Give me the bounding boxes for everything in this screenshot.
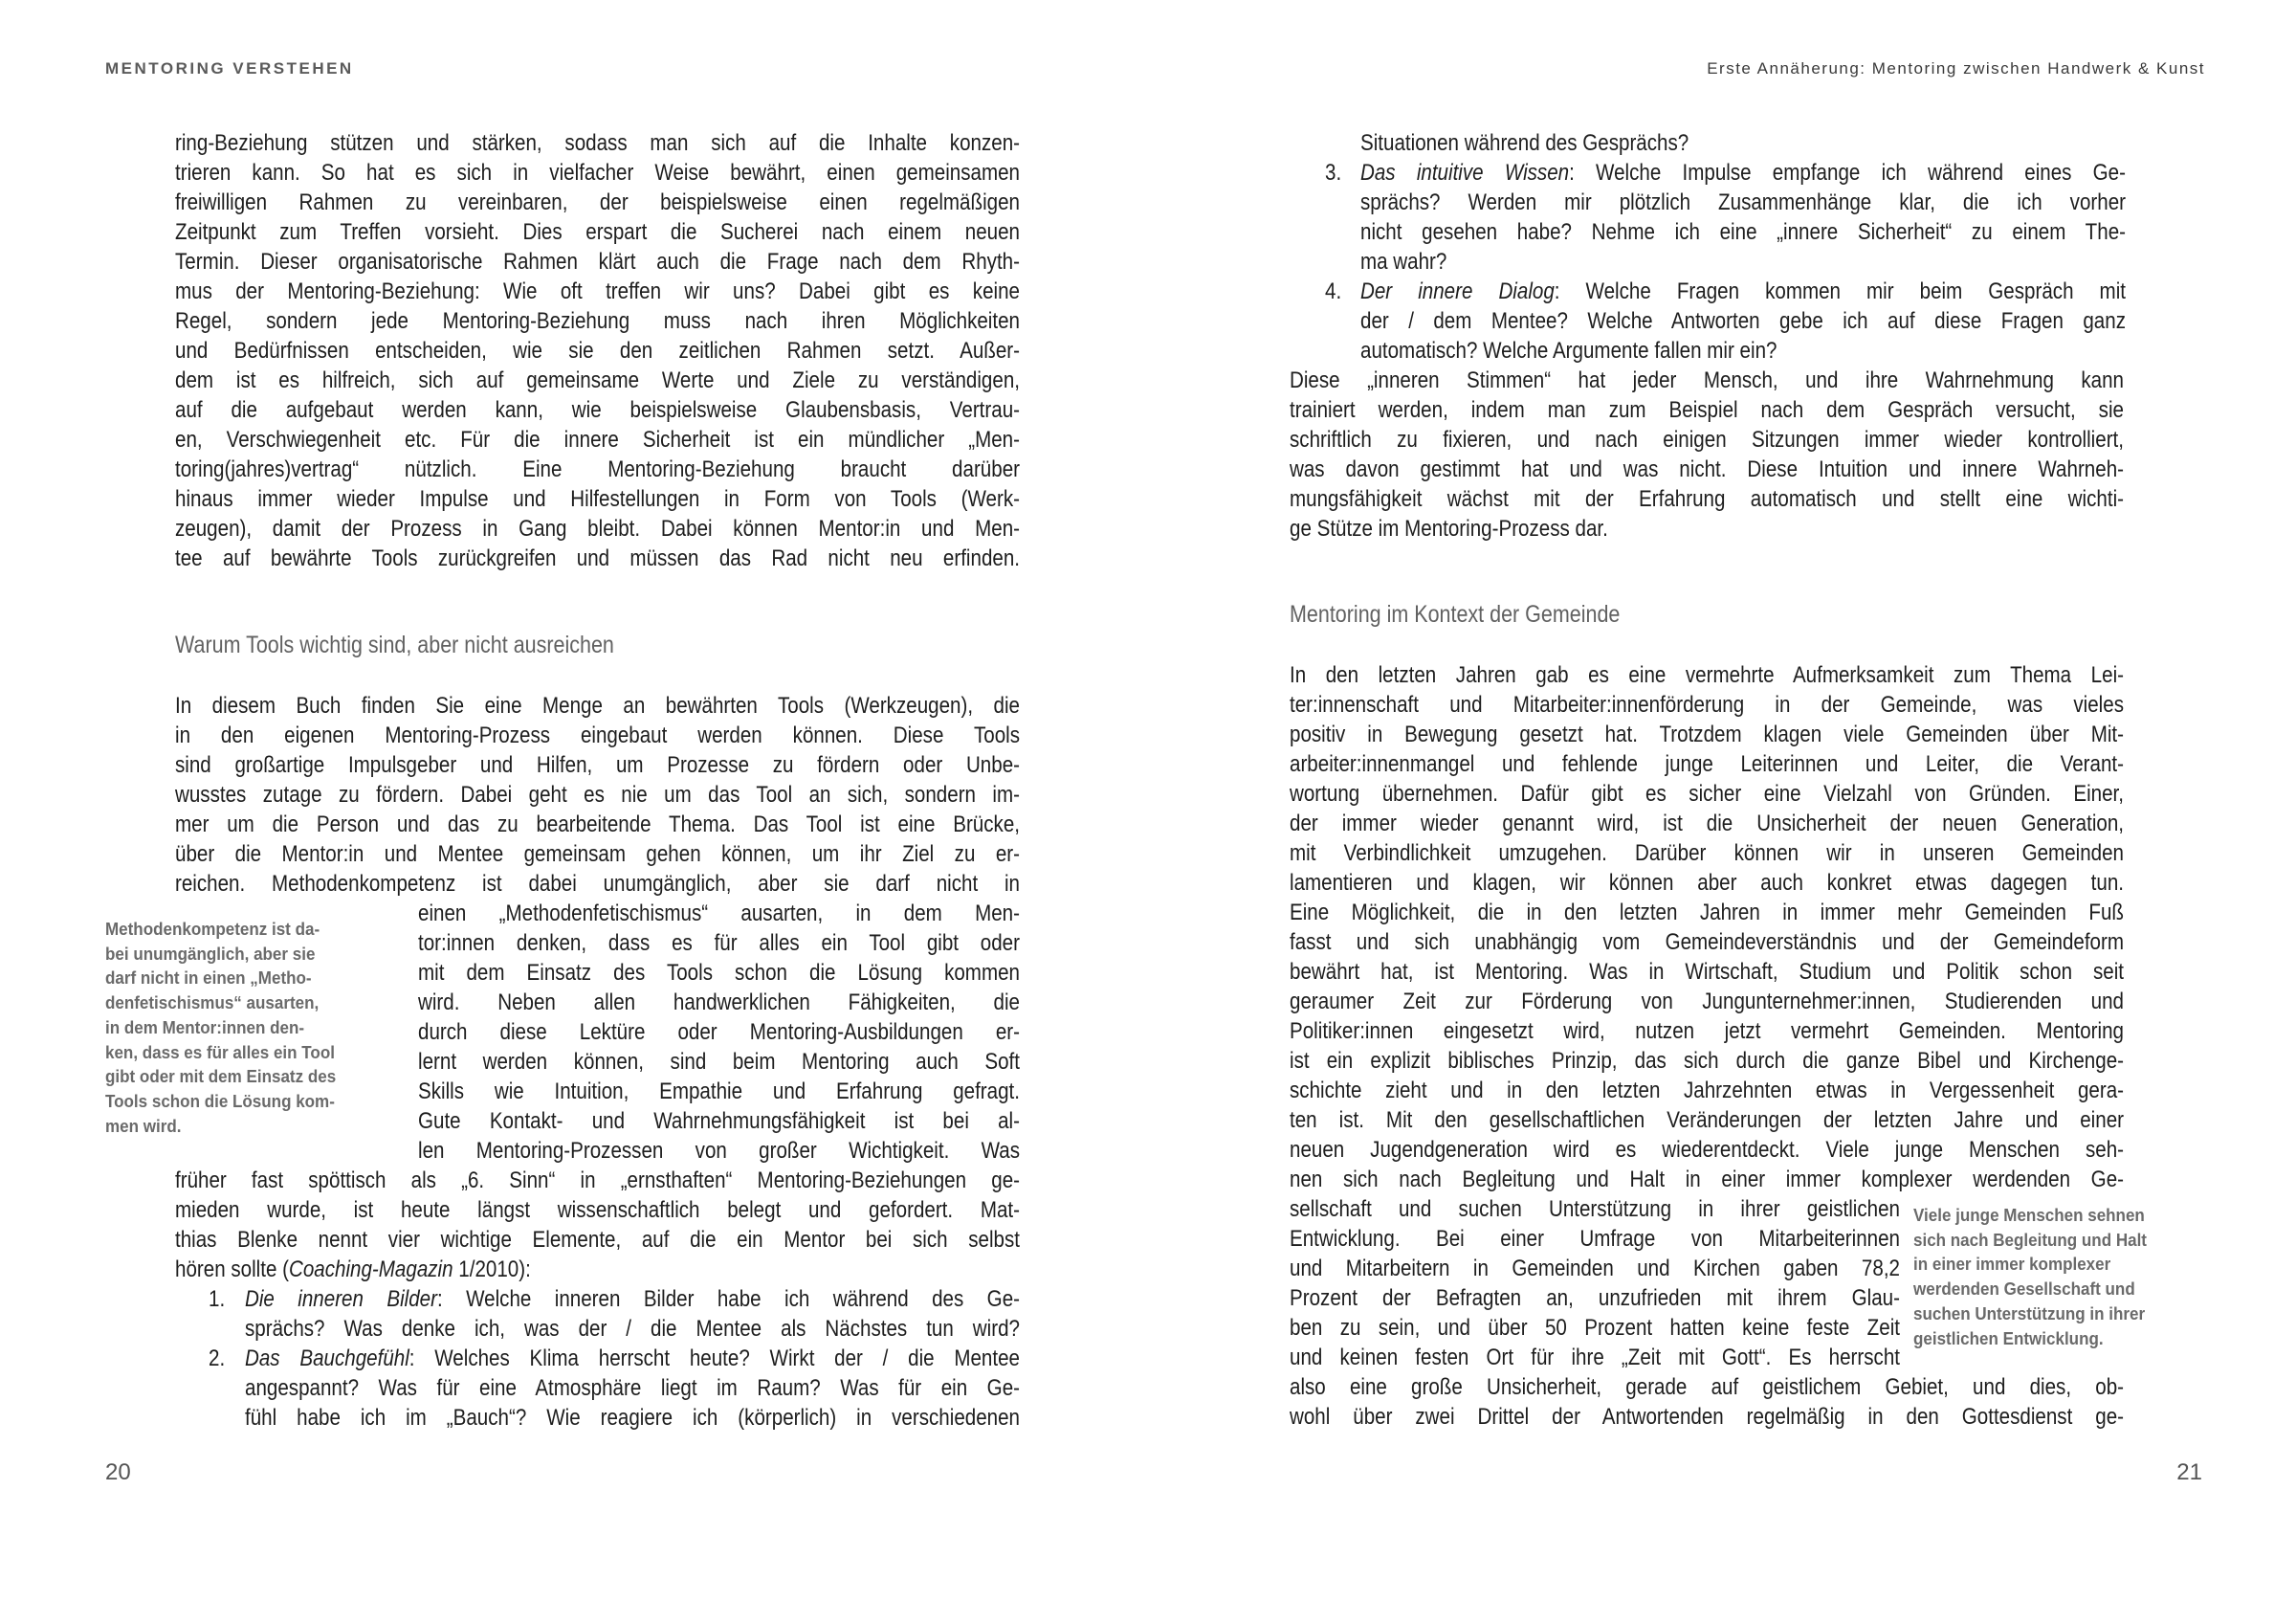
margin-note-line: geistlichen Entwicklung. bbox=[1913, 1327, 2104, 1348]
section-heading-gemeinde: Mentoring im Kontext der Gemeinde bbox=[1290, 601, 1621, 628]
running-head-right: Erste Annäherung: Mentoring zwischen Handwerk & Kunst bbox=[1707, 59, 2205, 78]
list-item-term: Der innere Dialog bbox=[1360, 278, 1555, 304]
list-item-line bbox=[245, 1314, 1020, 1344]
paragraph-line: der immer wieder genannt wird, ist die Unsicherheit der neuen Generation, bbox=[1290, 811, 2124, 836]
paragraph-line: und keinen festen Ort für ihre „Zeit mit Gott“. Es herrscht bbox=[1290, 1345, 1900, 1370]
list-item-text: : Welche inneren Bilder habe ich während des Ge- bbox=[436, 1286, 1020, 1312]
list-number: 4. bbox=[1325, 278, 1342, 304]
paragraph-line: sellschaft und suchen Unterstützung in ihrer geistlichen bbox=[1290, 1196, 1900, 1222]
list-item-line bbox=[1360, 306, 2126, 336]
list-item-text: : Welches Klima herrscht heute? Wirkt der / die Mentee bbox=[408, 1345, 1020, 1371]
paragraph-line: Skills wie Intuition, Empathie und Erfahrung gefragt. bbox=[418, 1078, 1020, 1104]
paragraph-line: fasst und sich unabhängig vom Gemeindeverständnis und der Gemeindeform bbox=[1290, 929, 2124, 955]
paragraph-line: trieren kann. So hat es sich in vielfacher Weise bewährt, einen gemeinsamen bbox=[175, 160, 1020, 186]
list-item-line bbox=[245, 1373, 1020, 1403]
list-item-text: sprächs? Werden mir plötzlich Zusammenhänge klar, die ich vorher bbox=[1360, 189, 2126, 215]
list-item-text: : Welche Fragen kommen mir beim Gespräch mit bbox=[1554, 278, 2126, 304]
paragraph-line: freiwilligen Rahmen zu vereinbaren, der beispielsweise einen regelmäßigen bbox=[175, 189, 1020, 215]
paragraph-line: mus der Mentoring-Beziehung: Wie oft treffen wir uns? Dabei gibt es keine bbox=[175, 278, 1020, 304]
paragraph-line: positiv in Bewegung gesetzt hat. Trotzdem klagen viele Gemeinden über Mit- bbox=[1290, 722, 2124, 747]
paragraph-line: hinaus immer wieder Impulse und Hilfestellungen in Form von Tools (Werk- bbox=[175, 486, 1020, 512]
list-item-text: angespannt? Was für eine Atmosphäre liegt im Raum? Was für ein Ge- bbox=[245, 1375, 1020, 1401]
paragraph-line: mit Verbindlichkeit umzugehen. Darüber können wir in unseren Gemeinden bbox=[1290, 840, 2124, 866]
margin-note-line: in dem Mentor:innen den- bbox=[105, 1016, 305, 1037]
paragraph-line: sind großartige Impulsgeber und Hilfen, um Prozesse zu fördern oder Unbe- bbox=[175, 752, 1020, 778]
paragraph-line: tee auf bewährte Tools zurückgreifen und müssen das Rad nicht neu erfinden. bbox=[175, 545, 1020, 571]
margin-note-line: gibt oder mit dem Einsatz des bbox=[105, 1066, 337, 1087]
paragraph-line: In den letzten Jahren gab es eine vermehrte Aufmerksamkeit zum Thema Lei- bbox=[1290, 662, 2124, 688]
paragraph-line: und Bedürfnissen entscheiden, wie sie den zeitlichen Rahmen setzt. Außer- bbox=[175, 338, 1020, 364]
paragraph-line: bewährt hat, ist Mentoring. Was in Wirtschaft, Studium und Politik schon seit bbox=[1290, 959, 2124, 985]
paragraph-line: reichen. Methodenkompetenz ist dabei unumgänglich, aber sie darf nicht in bbox=[175, 871, 1020, 897]
paragraph-line: neuen Jugendgeneration wird es wiederentdeckt. Viele junge Menschen seh- bbox=[1290, 1137, 2124, 1163]
list-item-text: der / dem Mentee? Welche Antworten gebe ich auf diese Fragen ganz bbox=[1360, 308, 2126, 334]
paragraph-line: In diesem Buch finden Sie eine Menge an bewährten Tools (Werkzeugen), die bbox=[175, 693, 1020, 719]
list-item-text: automatisch? Welche Argumente fallen mir ein? bbox=[1360, 338, 1777, 364]
paragraph-line: früher fast spöttisch als „6. Sinn“ in „ernsthaften“ Mentoring-Beziehungen ge- bbox=[175, 1167, 1020, 1193]
paragraph-line: Termin. Dieser organisatorische Rahmen klärt auch die Frage nach dem Rhyth- bbox=[175, 249, 1020, 275]
page-number-left: 20 bbox=[105, 1459, 131, 1485]
citation-prefix: hören sollte ( bbox=[175, 1256, 289, 1282]
paragraph-line: ter:innenschaft und Mitarbeiter:innenförderung in der Gemeinde, was vieles bbox=[1290, 692, 2124, 718]
paragraph-line: en, Verschwiegenheit etc. Für die innere Sicherheit ist ein mündlicher „Men- bbox=[175, 427, 1020, 453]
list-number: 2. bbox=[209, 1345, 226, 1371]
paragraph-line: mungsfähigkeit wächst mit der Erfahrung automatisch und stellt eine wichti- bbox=[1290, 486, 2124, 512]
margin-note-line: ken, dass es für alles ein Tool bbox=[105, 1041, 335, 1062]
paragraph-line: Entwicklung. Bei einer Umfrage von Mitarbeiterinnen bbox=[1290, 1226, 1900, 1252]
paragraph-line: in den eigenen Mentoring-Prozess eingebaut werden können. Diese Tools bbox=[175, 723, 1020, 748]
margin-note-line: men wird. bbox=[105, 1115, 182, 1136]
paragraph-line: Zeitpunkt zum Treffen vorsieht. Dies erspart die Sucherei nach einem neuen bbox=[175, 219, 1020, 245]
paragraph-line: und Mitarbeitern in Gemeinden und Kirchen gaben 78,2 bbox=[1290, 1256, 1900, 1281]
paragraph-line: Gute Kontakt- und Wahrnehmungsfähigkeit ist bei al- bbox=[418, 1108, 1020, 1134]
margin-note-line: sich nach Begleitung und Halt bbox=[1913, 1229, 2147, 1250]
paragraph-line: durch diese Lektüre oder Mentoring-Ausbildungen er- bbox=[418, 1019, 1020, 1045]
list-number: 1. bbox=[209, 1286, 226, 1312]
paragraph-line: ge Stütze im Mentoring-Prozess dar. bbox=[1290, 516, 1608, 542]
list-item-term: Das intuitive Wissen bbox=[1360, 160, 1570, 186]
paragraph-line: ten ist. Mit den gesellschaftlichen Veränderungen der letzten Jahre und einer bbox=[1290, 1107, 2124, 1133]
paragraph-line: trainiert werden, indem man zum Beispiel nach dem Gespräch versucht, sie bbox=[1290, 397, 2124, 423]
list-item-text: nicht gesehen habe? Nehme ich eine „innere Sicherheit“ zu einem The- bbox=[1360, 219, 2126, 245]
list-item-line bbox=[1360, 158, 2126, 188]
paragraph-line: mieden wurde, ist heute längst wissenschaftlich belegt und gefordert. Mat- bbox=[175, 1197, 1020, 1223]
list-item-line bbox=[1360, 277, 2126, 306]
citation-suffix: 1/2010): bbox=[453, 1256, 531, 1282]
margin-note-line: denfetischismus“ ausarten, bbox=[105, 992, 320, 1013]
running-head-left: MENTORING VERSTEHEN bbox=[105, 59, 354, 78]
paragraph-line: lamentieren und klagen, wir können aber auch konkret etwas dagegen tun. bbox=[1290, 870, 2124, 896]
margin-note-line: Viele junge Menschen sehnen bbox=[1913, 1205, 2145, 1225]
list-item-term: Das Bauchgefühl bbox=[245, 1345, 409, 1371]
page-number-right: 21 bbox=[2176, 1459, 2202, 1485]
list-item-line bbox=[1360, 247, 2126, 277]
paragraph-line: nen sich nach Begleitung und Halt in einer immer komplexer werdenden Ge- bbox=[1290, 1167, 2124, 1192]
paragraph-line: schichte zieht und in den letzten Jahrzehnten etwas in Vergessenheit gera- bbox=[1290, 1078, 2124, 1103]
margin-note-line: suchen Unterstützung in ihrer bbox=[1913, 1302, 2146, 1323]
citation-line bbox=[175, 1255, 1020, 1284]
margin-note-line: Tools schon die Lösung kom- bbox=[105, 1090, 335, 1111]
list-number: 3. bbox=[1325, 160, 1342, 186]
paragraph-line: mit dem Einsatz des Tools schon die Lösung kommen bbox=[418, 960, 1020, 986]
paragraph-line: also eine große Unsicherheit, gerade auf geistlichem Gebiet, und dies, ob- bbox=[1290, 1374, 2124, 1400]
list-continuation: Situationen während des Gesprächs? bbox=[1360, 130, 1689, 156]
paragraph-line: was davon gestimmt hat und was nicht. Diese Intuition und innere Wahrneh- bbox=[1290, 456, 2124, 482]
margin-note-line: darf nicht in einen „Metho- bbox=[105, 967, 312, 989]
paragraph-line: wusstes zutage zu fördern. Dabei geht es nie um das Tool an sich, sondern im- bbox=[175, 782, 1020, 808]
list-item-text: fühl habe ich im „Bauch“? Wie reagiere ich (körperlich) in verschiedenen bbox=[245, 1405, 1020, 1431]
list-item-term: Die inneren Bilder bbox=[245, 1286, 437, 1312]
paragraph-line: ben zu sein, und über 50 Prozent hatten keine feste Zeit bbox=[1290, 1315, 1900, 1341]
list-item-line bbox=[245, 1284, 1020, 1314]
paragraph-line: ist ein explizit biblisches Prinzip, das sich durch die ganze Bibel und Kirchenge- bbox=[1290, 1048, 2124, 1074]
paragraph-line: toring(jahres)vertrag“ nützlich. Eine Mentoring-Beziehung braucht darüber bbox=[175, 456, 1020, 482]
paragraph-line: thias Blenke nennt vier wichtige Elemente, auf die ein Mentor bei sich selbst bbox=[175, 1227, 1020, 1253]
list-item-line bbox=[1360, 336, 2126, 366]
margin-note-line: in einer immer komplexer bbox=[1913, 1254, 2111, 1275]
margin-note-line: werdenden Gesellschaft und bbox=[1913, 1279, 2135, 1300]
paragraph-line: tor:innen denken, dass es für alles ein Tool gibt oder bbox=[418, 930, 1020, 956]
paragraph-line: auf die aufgebaut werden kann, wie beispielsweise Glaubensbasis, Vertrau- bbox=[175, 397, 1020, 423]
section-heading-tools: Warum Tools wichtig sind, aber nicht ausreichen bbox=[175, 632, 614, 658]
paragraph-line: lernt werden können, sind beim Mentoring auch Soft bbox=[418, 1049, 1020, 1075]
list-item-line bbox=[1360, 217, 2126, 247]
list-item-text: sprächs? Was denke ich, was der / die Mentee als Nächstes tun wird? bbox=[245, 1316, 1020, 1342]
margin-note-line: bei unumgänglich, aber sie bbox=[105, 943, 316, 964]
list-item-text: : Welche Impulse empfange ich während eines Ge- bbox=[1569, 160, 2126, 186]
paragraph-line: Diese „inneren Stimmen“ hat jeder Mensch, und ihre Wahrnehmung kann bbox=[1290, 367, 2124, 393]
paragraph-line: geraumer Zeit zur Förderung von Jungunternehmer:innen, Studierenden und bbox=[1290, 989, 2124, 1014]
paragraph-line: arbeiter:innenmangel und fehlende junge Leiterinnen und Leiter, die Verant- bbox=[1290, 751, 2124, 777]
paragraph-line: wortung übernehmen. Dafür gibt es sicher eine Vielzahl von Gründen. Einer, bbox=[1290, 781, 2124, 807]
paragraph-line: len Mentoring-Prozessen von großer Wichtigkeit. Was bbox=[418, 1138, 1020, 1164]
margin-note-line: Methodenkompetenz ist da- bbox=[105, 919, 320, 939]
paragraph-line: zeugen), damit der Prozess in Gang bleibt. Dabei können Mentor:in und Men- bbox=[175, 516, 1020, 542]
list-item-text: ma wahr? bbox=[1360, 249, 1447, 275]
paragraph-line: Prozent der Befragten an, unzufrieden mit ihrem Glau- bbox=[1290, 1285, 1900, 1311]
paragraph-line: über die Mentor:in und Mentee gemeinsam gehen können, um ihr Ziel zu er- bbox=[175, 841, 1020, 867]
paragraph-line: schriftlich zu fixieren, und nach einigen Sitzungen immer wieder kontrolliert, bbox=[1290, 427, 2124, 453]
paragraph-line: ring-Beziehung stützen und stärken, sodass man sich auf die Inhalte konzen- bbox=[175, 130, 1020, 156]
paragraph-line: mer um die Person und das zu bearbeitende Thema. Das Tool ist eine Brücke, bbox=[175, 812, 1020, 837]
paragraph-line: wohl über zwei Drittel der Antwortenden regelmäßig in den Gottesdienst ge- bbox=[1290, 1404, 2124, 1430]
paragraph-line: wird. Neben allen handwerklichen Fähigkeiten, die bbox=[418, 990, 1020, 1015]
list-item-line bbox=[245, 1344, 1020, 1373]
paragraph-line: Regel, sondern jede Mentoring-Beziehung muss nach ihren Möglichkeiten bbox=[175, 308, 1020, 334]
list-item-line bbox=[1360, 188, 2126, 217]
list-item-line bbox=[245, 1403, 1020, 1433]
citation-title: Coaching-Magazin bbox=[288, 1256, 453, 1282]
paragraph-line: einen „Methodenfetischismus“ ausarten, in dem Men- bbox=[418, 901, 1020, 926]
paragraph-line: dem ist es hilfreich, sich auf gemeinsame Werte und Ziele zu verständigen, bbox=[175, 367, 1020, 393]
paragraph-line: Eine Möglichkeit, die in den letzten Jahren in immer mehr Gemeinden Fuß bbox=[1290, 900, 2124, 925]
paragraph-line: Politiker:innen eingesetzt wird, nutzen jetzt vermehrt Gemeinden. Mentoring bbox=[1290, 1018, 2124, 1044]
right-page bbox=[1148, 0, 2296, 1601]
